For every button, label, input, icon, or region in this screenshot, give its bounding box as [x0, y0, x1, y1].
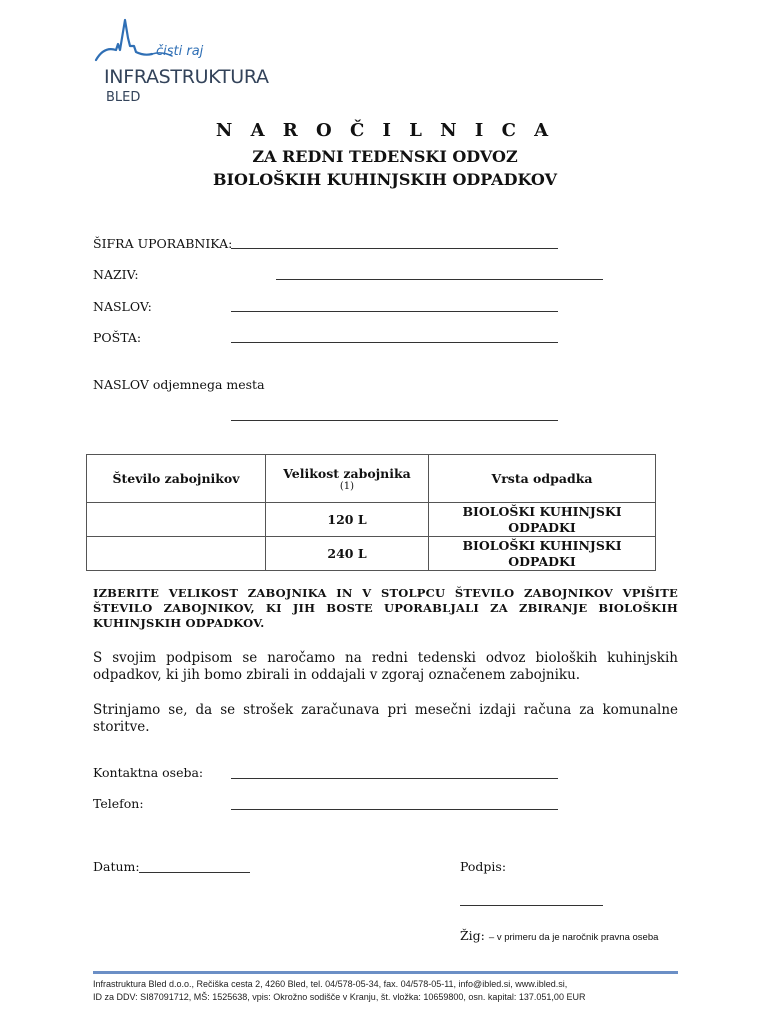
- table-row: [87, 537, 656, 571]
- signature-label: Podpis:: [460, 859, 507, 874]
- stamp-label: Žig: – v primeru da je naročnik pravna oseba: [460, 928, 659, 943]
- contact-person-line[interactable]: [231, 778, 558, 779]
- posta-field-line[interactable]: [231, 342, 558, 343]
- phone-line[interactable]: [231, 809, 558, 810]
- type-cell: BIOLOŠKI KUHINJSKI ODPADKI: [429, 503, 656, 537]
- posta-label: POŠTA:: [93, 330, 142, 345]
- odjem-field-line[interactable]: [231, 420, 558, 421]
- header-type: Vrsta odpadka: [429, 455, 656, 503]
- naziv-field-line[interactable]: [276, 279, 603, 280]
- header-size: Velikost zabojnika (1): [266, 455, 429, 503]
- sifra-label: ŠIFRA UPORABNIKA:: [93, 236, 233, 251]
- logo-subtitle: BLED: [106, 90, 141, 105]
- table-row: [87, 503, 656, 537]
- count-cell[interactable]: [87, 503, 266, 537]
- naslov-field-line[interactable]: [231, 311, 558, 312]
- stamp-note: – v primeru da je naročnik pravna oseba: [488, 932, 659, 943]
- count-cell[interactable]: [87, 537, 266, 571]
- company-logo: [92, 16, 272, 106]
- footer-line-1: Infrastruktura Bled d.o.o., Rečiška cesta 2, 4260 Bled, tel. 04/578-05-34, fax. 04/578-05-11, info@ibled.si, www.ibled.si,: [93, 979, 568, 989]
- phone-label: Telefon:: [93, 796, 144, 811]
- sifra-field-line[interactable]: [231, 248, 558, 249]
- header-count: Število zabojnikov: [87, 455, 266, 503]
- document-subtitle-2: BIOLOŠKIH KUHINJSKIH ODPADKOV: [213, 170, 557, 189]
- odjem-label: NASLOV odjemnega mesta: [93, 377, 265, 392]
- signature-line[interactable]: [460, 905, 603, 906]
- logo-tagline: čisti raj: [156, 44, 204, 59]
- agreement-paragraph-2: Strinjamo se, da se strošek zaračunava pri mesečni izdaji računa za komunalne storitve.: [93, 702, 678, 735]
- contact-person-label: Kontaktna oseba:: [93, 765, 204, 780]
- document-subtitle-1: ZA REDNI TEDENSKI ODVOZ: [252, 147, 518, 166]
- footer-rule: [93, 971, 678, 974]
- instruction-note: IZBERITE VELIKOST ZABOJNIKA IN V STOLPCU ŠTEVILO ZABOJNIKOV VPIŠITE ŠTEVILO ZABOJNIKOV, KI JIH BOSTE UPORABLJALI ZA ZBIRANJE BIOLOŠKIH KUHINJSKIH ODPADKOV.: [93, 586, 678, 630]
- date-line[interactable]: [139, 872, 250, 873]
- table-header-row: [87, 455, 656, 503]
- document-title: N A R O Č I L N I C A: [215, 120, 555, 141]
- container-table: [86, 454, 656, 571]
- size-cell: 120 L: [266, 503, 429, 537]
- naziv-label: NAZIV:: [93, 267, 139, 282]
- size-cell: 240 L: [266, 537, 429, 571]
- naslov-label: NASLOV:: [93, 299, 152, 314]
- type-cell: BIOLOŠKI KUHINJSKI ODPADKI: [429, 537, 656, 571]
- date-label: Datum:: [93, 859, 140, 874]
- logo-name: INFRASTRUKTURA: [104, 66, 269, 88]
- footer-line-2: ID za DDV: SI87091712, MŠ: 1525638, vpis: Okrožno sodišče v Kranju, št. vložka: 10659800, osn. kapital: 137.051,00 EUR: [93, 992, 586, 1002]
- agreement-paragraph-1: S svojim podpisom se naročamo na redni tedenski odvoz bioloških kuhinjskih odpadkov, ki jih bomo zbirali in oddajali v zgoraj označenem zabojniku.: [93, 650, 678, 683]
